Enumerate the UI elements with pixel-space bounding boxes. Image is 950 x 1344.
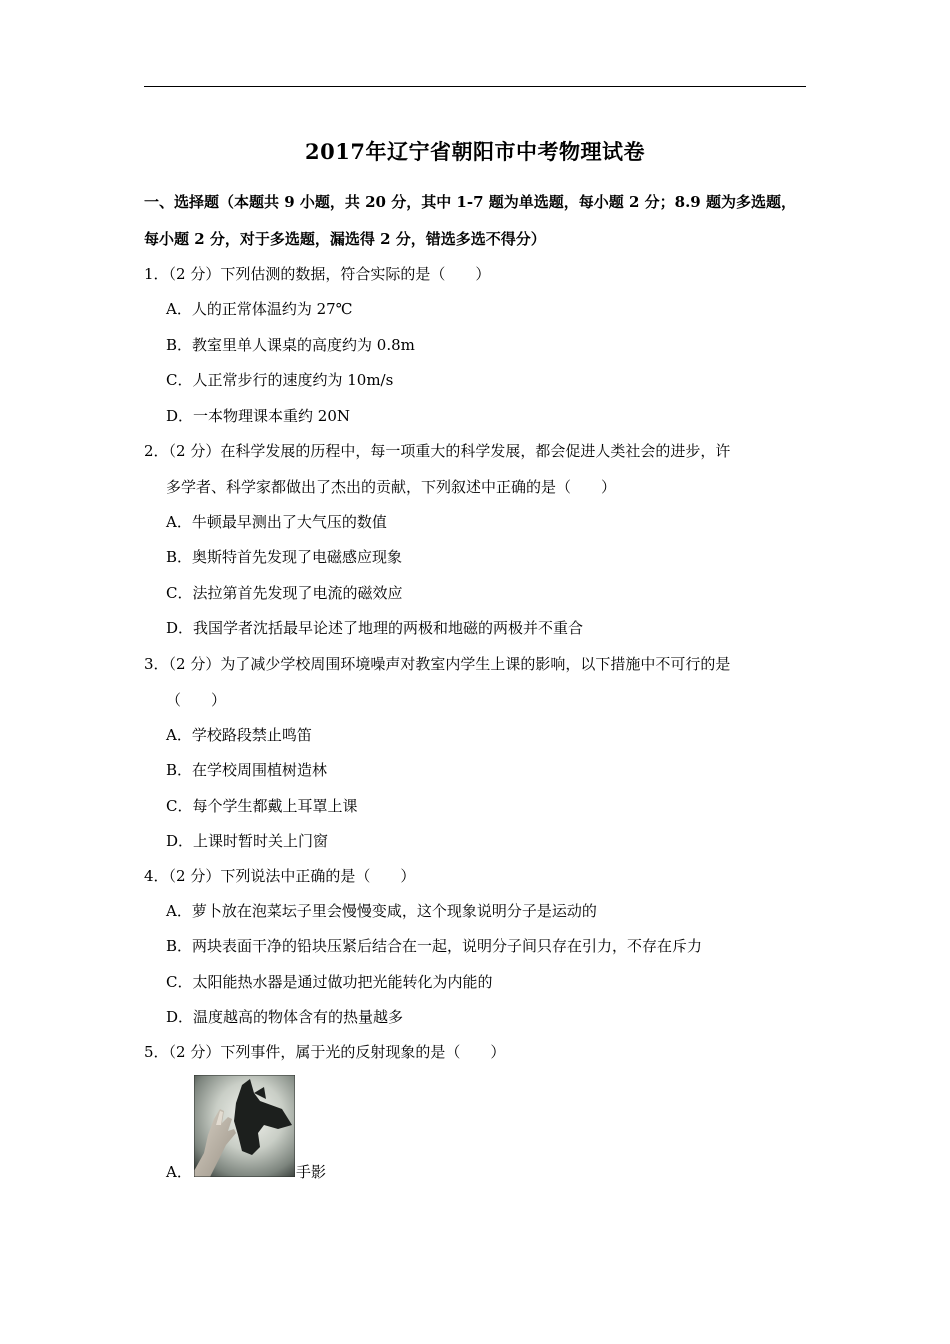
question-2-option-a: A．牛顿最早测出了大气压的数值 [166,513,387,531]
page-title: 2017年辽宁省朝阳市中考物理试卷 [305,139,645,164]
section-heading-line-2: 每小题 2 分，对于多选题，漏选得 2 分，错选多选不得分） [144,230,546,248]
question-1-option-a: A．人的正常体温约为 27℃ [166,300,353,318]
question-2-stem: 2．（2 分）在科学发展的历程中，每一项重大的科学发展，都会促进人类社会的进步，许 [144,442,731,460]
question-3-stem-continued: （ ） [166,691,227,709]
question-4-stem: 4．（2 分）下列说法中正确的是（ ） [144,867,416,885]
question-3-stem: 3．（2 分）为了减少学校周围环境噪声对教室内学生上课的影响，以下措施中不可行的是 [144,655,731,673]
question-3-option-d: D．上课时暂时关上门窗 [166,832,329,850]
question-3-option-c: C．每个学生都戴上耳罩上课 [166,797,358,815]
question-1-option-b: B．教室里单人课桌的高度约为 0.8m [166,336,415,354]
question-1-option-c: C．人正常步行的速度约为 10m/s [166,371,394,389]
question-2-option-d: D．我国学者沈括最早论述了地理的两极和地磁的两极并不重合 [166,619,584,637]
question-2-stem-continued: 多学者、科学家都做出了杰出的贡献，下列叙述中正确的是（ ） [166,478,617,496]
question-1-stem: 1．（2 分）下列估测的数据，符合实际的是（ ） [144,265,491,283]
question-2-option-c: C．法拉第首先发现了电流的磁效应 [166,584,403,602]
question-1-option-d: D．一本物理课本重约 20N [166,407,351,425]
header-rule [144,86,806,87]
question-4-option-b: B．两块表面干净的铅块压紧后结合在一起，说明分子间只存在引力，不存在斥力 [166,937,703,955]
question-4-option-a: A．萝卜放在泡菜坛子里会慢慢变咸，这个现象说明分子是运动的 [166,902,597,920]
question-4-option-d: D．温度越高的物体含有的热量越多 [166,1008,404,1026]
question-3-option-a: A．学校路段禁止鸣笛 [166,726,312,744]
question-5-stem: 5．（2 分）下列事件，属于光的反射现象的是（ ） [144,1043,506,1061]
section-heading-line-1: 一、选择题（本题共 9 小题，共 20 分，其中 1-7 题为单选题，每小题 2 分；8.9 题为多选题， [144,193,796,211]
question-3-option-b: B．在学校周围植树造林 [166,761,328,779]
question-4-option-c: C．太阳能热水器是通过做功把光能转化为内能的 [166,973,493,991]
hand-shadow-image [194,1075,295,1177]
question-2-option-b: B．奥斯特首先发现了电磁感应现象 [166,548,403,566]
question-5-option-a-label: A． [166,1163,192,1181]
question-5-option-a-text: 手影 [296,1163,327,1181]
